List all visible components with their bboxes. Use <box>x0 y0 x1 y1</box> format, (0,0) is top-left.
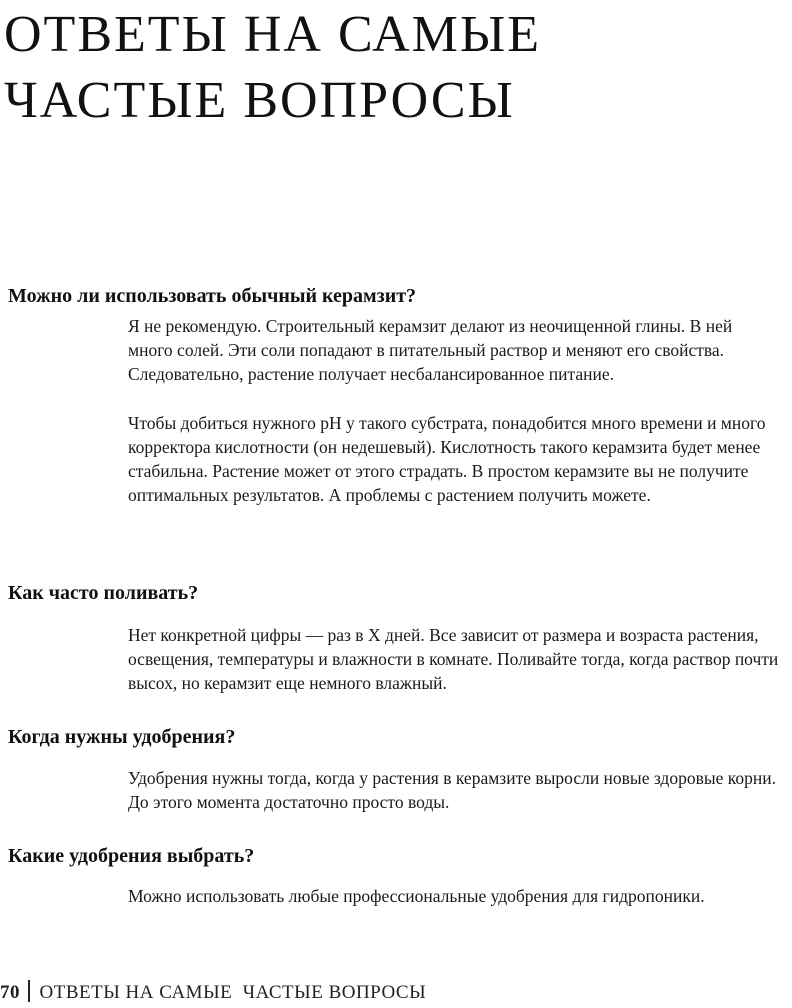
page-footer <box>0 980 426 1004</box>
answer-paragraph: Удобрения нужны тогда, когда у растения в керамзите выросли новые здоровые корни. До этого момента достаточно просто воды. <box>128 768 776 813</box>
answer-paragraph: Нет конкретной цифры — раз в Х дней. Все зависит от размера и возраста растения, освещения, температуры и влажности в комнате. Поливайте тогда, когда раствор почти высох, но керамзит еще немного влажный. <box>128 625 779 694</box>
page-title <box>4 2 541 134</box>
answer <box>128 884 778 932</box>
title-line-2: ЧАСТЫЕ ВОПРОСЫ <box>4 72 515 129</box>
answer-paragraph: Я не рекомендую. Строительный керамзит делают из неочищенной глины. В ней много солей. Эти соли попадают в питательный раствор и меняют его свойства. Следовательно, растение получает несбалансированное питание. <box>128 316 733 385</box>
question-heading: Как часто поливать? <box>8 582 199 604</box>
running-title: ОТВЕТЫ НА САМЫЕ ЧАСТЫЕ ВОПРОСЫ <box>39 982 427 1003</box>
answer-paragraph: Чтобы добиться нужного pH у такого субстрата, понадобится много времени и много корректора кислотности (он недешевый). Кислотность такого керамзита будет менее стабильна. Растение может от этого страдать. В простом керамзите вы не получите оптимальных результатов. А проблемы с растением получить можете. <box>128 412 766 506</box>
title-line-1: ОТВЕТЫ НА САМЫЕ <box>4 6 541 63</box>
answer <box>128 314 768 531</box>
answer <box>128 623 788 720</box>
question-heading: Какие удобрения выбрать? <box>8 845 255 867</box>
question-heading: Когда нужны удобрения? <box>8 726 236 748</box>
page-number: 70 <box>0 982 20 1003</box>
answer <box>128 766 788 838</box>
footer-divider <box>28 980 30 1002</box>
answer-paragraph: Можно использовать любые профессиональные удобрения для гидропоники. <box>128 886 705 906</box>
question-heading: Можно ли использовать обычный керамзит? <box>8 285 417 307</box>
